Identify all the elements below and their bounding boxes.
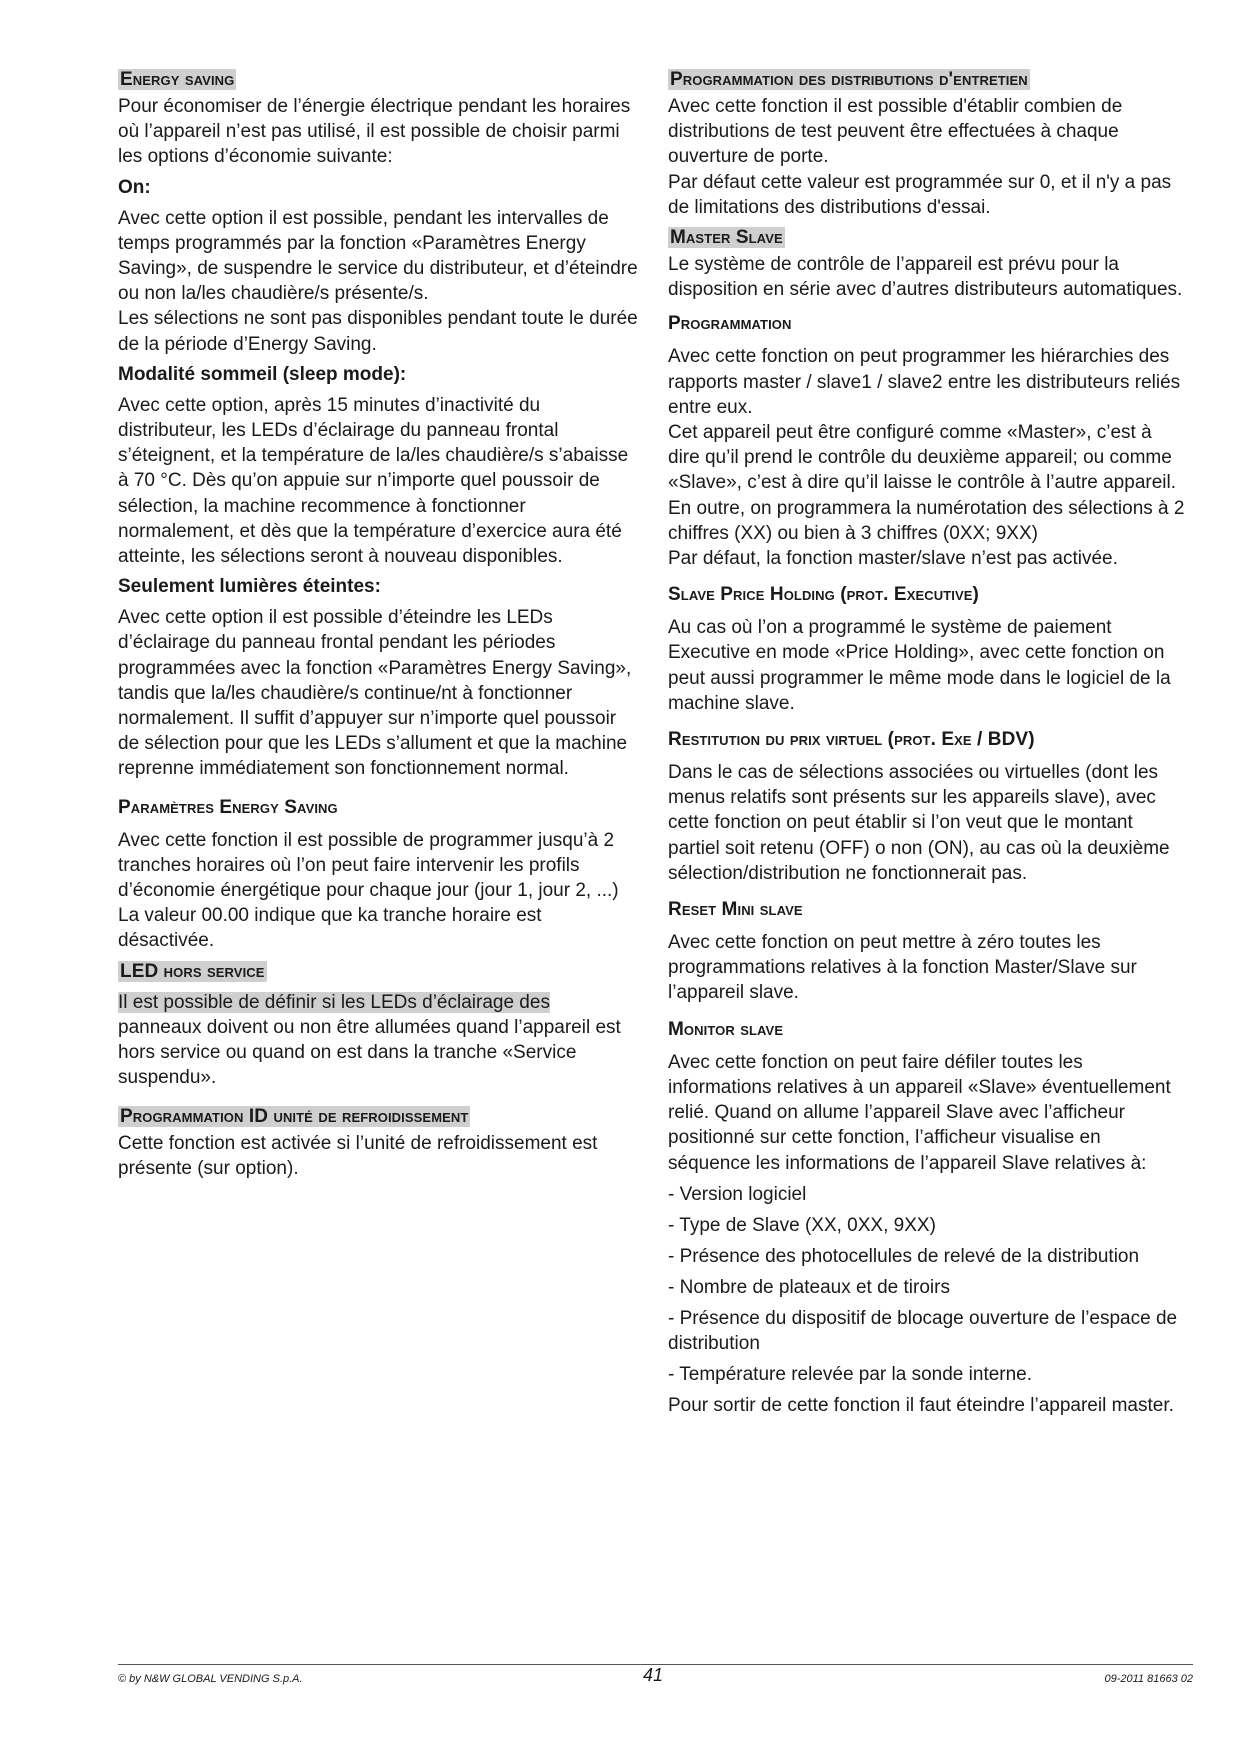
paragraph: Pour économiser de l’énergie électrique pendant les horaires où l’appareil n’est pas utilisé, il est possible de choisir parmi les options d’économie suivante: [118, 96, 631, 168]
section-title-energy-saving: Energy saving [120, 69, 235, 90]
left-column [118, 68, 638, 1187]
paragraph: Dans le cas de sélections associées ou virtuelles (dont les menus relatifs sont présents sur les appareils slave), avec cette fonction on peut établir si l’on veut que le montant partiel soit retenu (OFF) o non (ON), au cas où la deuxième sélection/distribution ne fonctionnerait pas. [668, 762, 1170, 884]
page-footer [118, 1664, 1193, 1685]
section-title-led: LED hors service [120, 960, 265, 982]
section-title-slave-price-holding: Slave Price Holding (prot. Executive) [668, 584, 979, 606]
right-column [668, 68, 1188, 1424]
section-title-programmation: Programmation [668, 313, 792, 335]
paragraph: Par défaut cette valeur est programmée sur 0, et il n'y a pas de limitations des distributions d'essai. [668, 171, 1172, 218]
paragraph: Cette fonction est activée si l’unité de refroidissement est présente (sur option). [118, 1132, 598, 1179]
list-item: - Nombre de plateaux et de tiroirs [668, 1276, 950, 1298]
paragraph: Pour sortir de cette fonction il faut éteindre l’appareil master. [668, 1394, 1174, 1416]
section-title-master-slave: Master Slave [670, 227, 783, 249]
paragraph: panneaux doivent ou non être allumées quand l’appareil est hors service ou quand on est dans la tranche «Service suspendu». [118, 1016, 621, 1089]
paragraph: Avec cette fonction il est possible de programmer jusqu’à 2 tranches horaires où l’on peut faire intervenir les profils d’économie énergétique pour chaque jour (jour 1, jour 2, ...) [118, 829, 619, 902]
paragraph: Avec cette fonction on peut mettre à zéro toutes les programmations relatives à la fonction Master/Slave sur l’appareil slave. [668, 932, 1137, 1004]
document-code: 09-2011 81663 02 [1104, 1673, 1193, 1685]
section-title-id: Programmation ID unité de refroidissement [120, 1105, 469, 1127]
subheading-on: On: [118, 176, 151, 198]
paragraph-highlighted: Il est possible de définir si les LEDs d’éclairage des [118, 991, 550, 1013]
section-title-params: Paramètres Energy Saving [118, 796, 338, 818]
paragraph: Le système de contrôle de l’appareil est prévu pour la disposition en série avec d’autres distributeurs automatiques. [668, 254, 1183, 301]
paragraph: Avec cette fonction on peut faire défiler toutes les informations relatives à un appareil «Slave» éventuellement relié. Quand on allume l’appareil Slave avec l’afficheur positionné sur cette fonction, l’afficheur visualise en séquence les informations de l’appareil Slave relatives à: [668, 1051, 1171, 1174]
paragraph: Avec cette fonction il est possible d'établir combien de distributions de test peuvent être effectuées à chaque ouverture de porte. [668, 96, 1123, 168]
paragraph: Avec cette option il est possible, pendant les intervalles de temps programmés par la fonction «Paramètres Energy Saving», de suspendre le service du distributeur, et d’éteindre ou non la/les chaudière/s présente/s. [118, 207, 638, 305]
paragraph: Les sélections ne sont pas disponibles pendant toute le durée de la période d’Energy Saving. [118, 308, 638, 355]
list-item: - Présence des photocellules de relevé de la distribution [668, 1245, 1140, 1267]
section-title-monitor: Monitor slave [668, 1018, 784, 1040]
section-title-reset: Reset Mini slave [668, 899, 803, 921]
paragraph: Avec cette option il est possible d’éteindre les LEDs d’éclairage du panneau frontal pendant les périodes programmées avec la fonction «Paramètres Energy Saving», tandis que la/les chaudière/s continue/nt à fonctionner normalement. Il suffit d’appuyer sur n’importe quel poussoir de sélection pour que les LEDs s’allument et que la machine reprenne immédiatement son fonctionnement normal. [118, 607, 632, 780]
paragraph: Au cas où l’on a programmé le système de paiement Executive en mode «Price Holding», avec cette fonction on peut aussi programmer le même mode dans le logiciel de la machine slave. [668, 617, 1171, 714]
subheading-sleep: Modalité sommeil (sleep mode): [118, 363, 407, 385]
copyright: © by N&W GLOBAL VENDING S.p.A. [118, 1673, 303, 1685]
list-item: - Version logiciel [668, 1183, 807, 1205]
list-item: - Température relevée par la sonde interne. [668, 1363, 1033, 1385]
paragraph: Par défaut, la fonction master/slave n’est pas activée. [668, 548, 1118, 570]
list-item: - Type de Slave (XX, 0XX, 9XX) [668, 1214, 936, 1236]
paragraph: Cet appareil peut être configuré comme «Master», c’est à dire qu’il prend le contrôle du deuxième appareil; ou comme «Slave», c’est à dire qu’il laisse le contrôle à l’autre appareil. [668, 422, 1176, 494]
page-number: 41 [643, 1665, 664, 1685]
list-item: - Présence du dispositif de blocage ouverture de l’espace de distribution [668, 1307, 1178, 1354]
subheading-lights: Seulement lumières éteintes: [118, 576, 381, 598]
section-title-restitution: Restitution du prix virtuel (prot. Exe / BDV) [668, 729, 1035, 751]
section-title-prog-dist: Programmation des distributions d'entretien [670, 69, 1028, 90]
paragraph: Avec cette fonction on peut programmer les hiérarchies des rapports master / slave1 / slave2 entre les distributeurs reliés entre eux. [668, 346, 1181, 418]
paragraph: La valeur 00.00 indique que ka tranche horaire est désactivée. [118, 905, 542, 952]
paragraph: En outre, on programmera la numérotation des sélections à 2 chiffres (XX) ou bien à 3 chiffres (0XX; 9XX) [668, 497, 1185, 544]
paragraph: Avec cette option, après 15 minutes d’inactivité du distributeur, les LEDs d’éclairage du panneau frontal s’éteignent, et la température de la/les chaudière/s s’abaisse à 70 °C. Dès qu’on appuie sur n’importe quel poussoir de sélection, la machine recommence à fonctionner normalement, et dès que la température d’exercice aura été atteinte, les sélections seront à nouveau disponibles. [118, 394, 629, 568]
